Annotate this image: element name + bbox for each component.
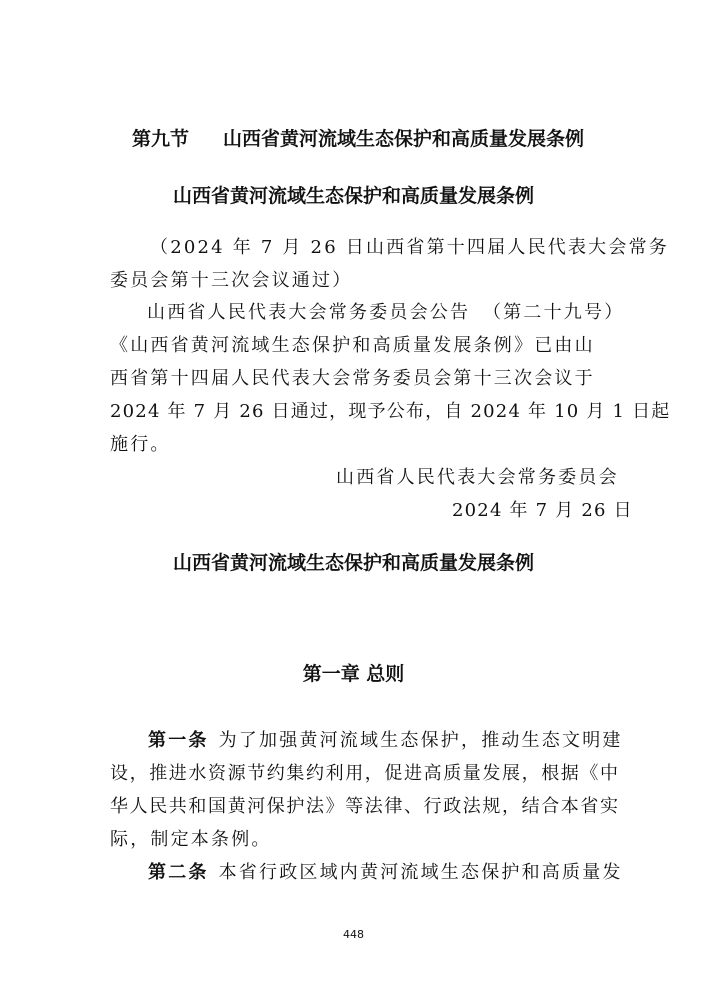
page-number: 448	[343, 928, 364, 941]
article-text-line: 际，制定本条例。	[110, 829, 272, 850]
article-text-line: 华人民共和国黄河保护法》等法律、行政法规，结合本省实	[110, 796, 620, 817]
section-label: 第九节	[132, 128, 190, 150]
article-1	[148, 726, 623, 752]
announcement-issuer: 山西省人民代表大会常务委员会公告	[147, 302, 471, 323]
announcement-body-line: 《山西省黄河流域生态保护和高质量发展条例》已由山	[110, 335, 595, 356]
article-label: 第二条	[148, 862, 209, 883]
adoption-note-line-1: （2024 年 7 月 26 日山西省第十四届人民代表大会常务	[150, 237, 669, 258]
adoption-note-line-2: 委员会第十三次会议通过）	[110, 270, 353, 291]
announcement-signature: 山西省人民代表大会常务委员会	[336, 467, 619, 488]
article-label: 第一条	[148, 730, 209, 751]
announcement-date: 2024 年 7 月 26 日	[452, 500, 633, 521]
announcement-body-line: 施行。	[110, 434, 171, 455]
section-title: 山西省黄河流域生态保护和高质量发展条例	[223, 128, 585, 150]
chapter-title: 第一章 总则	[302, 663, 405, 685]
article-2	[148, 858, 623, 884]
article-text-line: 为了加强黄河流域生态保护，推动生态文明建	[218, 730, 623, 751]
article-text-line: 本省行政区域内黄河流域生态保护和高质量发	[218, 862, 623, 883]
law-title: 山西省黄河流域生态保护和高质量发展条例	[172, 185, 534, 207]
law-title-repeat: 山西省黄河流域生态保护和高质量发展条例	[172, 552, 534, 574]
announcement-body-line: 2024 年 7 月 26 日通过，现予公布，自 2024 年 10 月 1 日起	[110, 401, 671, 422]
announcement-number: （第二十九号）	[483, 302, 625, 323]
section-heading	[132, 124, 584, 151]
announcement-body-line: 西省第十四届人民代表大会常务委员会第十三次会议于	[110, 368, 595, 389]
article-text-line: 设，推进水资源节约集约利用，促进高质量发展，根据《中	[110, 763, 620, 784]
